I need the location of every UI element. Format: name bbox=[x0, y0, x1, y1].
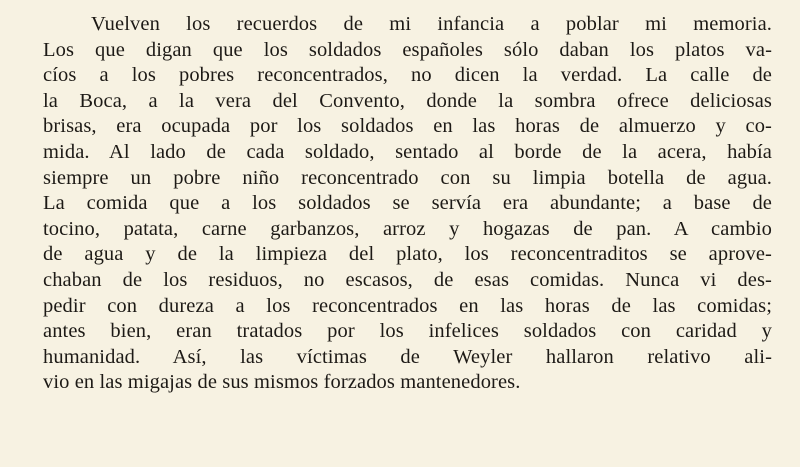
text-line: siempre un pobre niño reconcentrado con su limpia botella de agua. bbox=[43, 166, 772, 189]
text-line: pedir con dureza a los reconcentrados en las horas de las comidas; bbox=[43, 294, 772, 317]
text-line: antes bien, eran tratados por los infelices soldados con caridad y bbox=[43, 320, 772, 343]
text-line: La comida que a los soldados se servía era abundante; a base de bbox=[43, 192, 772, 215]
text-line: Vuelven los recuerdos de mi infancia a poblar mi memoria. bbox=[91, 13, 772, 35]
text-line: la Boca, a la vera del Convento, donde la sombra ofrece deliciosas bbox=[43, 89, 772, 112]
text-line: mida. Al lado de cada soldado, sentado al borde de la acera, había bbox=[43, 140, 772, 163]
text-line: chaban de los residuos, no escasos, de esas comidas. Nunca vi des- bbox=[43, 268, 772, 291]
text-paragraph bbox=[43, 12, 772, 396]
text-line: tocino, patata, carne garbanzos, arroz y hogazas de pan. A cambio bbox=[43, 217, 772, 240]
text-line: Los que digan que los soldados españoles sólo daban los platos va- bbox=[43, 38, 772, 61]
text-line: cíos a los pobres reconcentrados, no dicen la verdad. La calle de bbox=[43, 64, 772, 87]
text-line: humanidad. Así, las víctimas de Weyler hallaron relativo ali- bbox=[43, 345, 772, 368]
text-line: de agua y de la limpieza del plato, los reconcentraditos se aprove- bbox=[43, 243, 772, 266]
text-line: vio en las migajas de sus mismos forzados mantenedores. bbox=[43, 371, 521, 394]
text-line: brisas, era ocupada por los soldados en las horas de almuerzo y co- bbox=[43, 115, 772, 138]
